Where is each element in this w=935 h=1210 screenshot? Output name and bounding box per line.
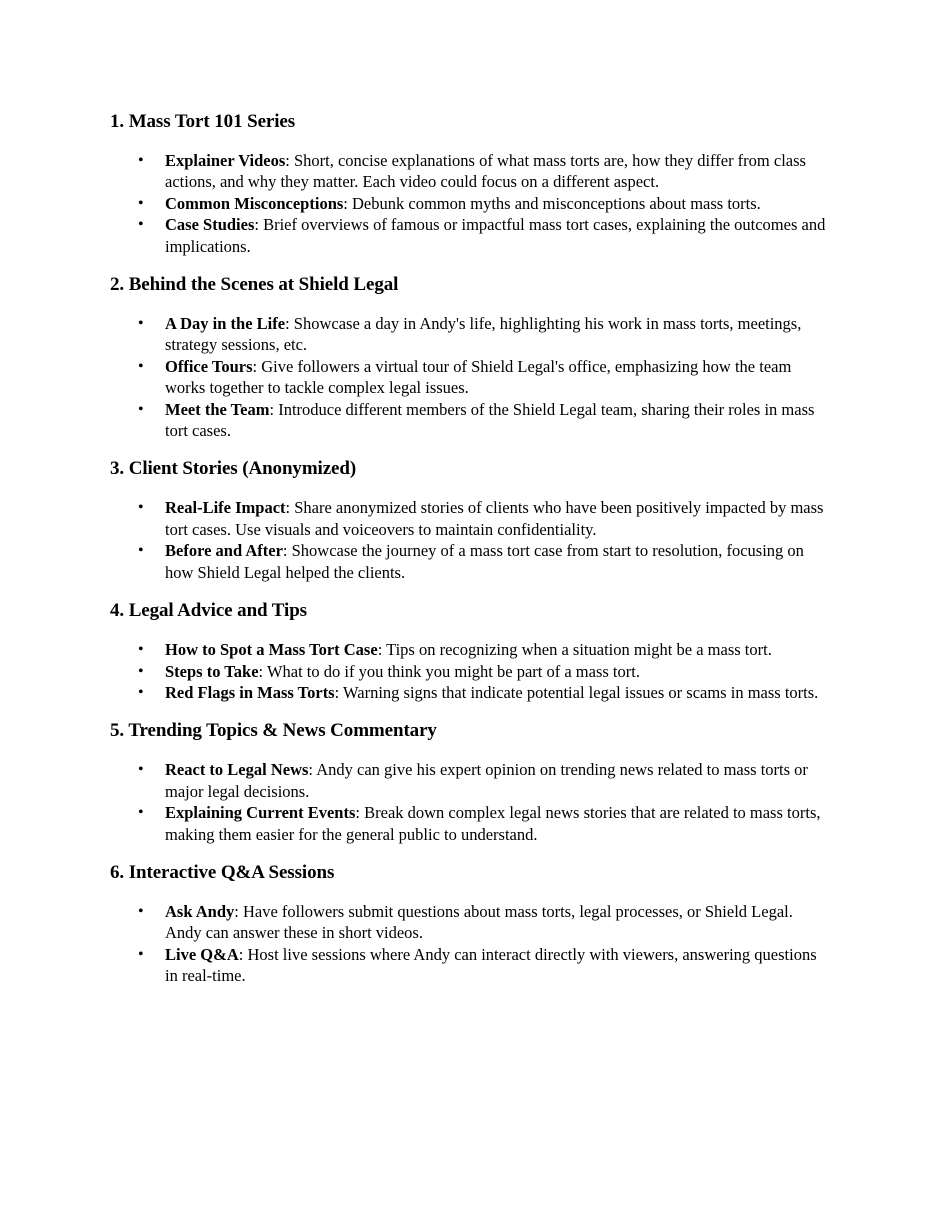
bullet-icon: • <box>138 357 144 375</box>
item-text: : Debunk common myths and misconceptions about mass torts. <box>343 193 761 213</box>
list-item <box>110 356 830 399</box>
item-term: Before and After <box>165 541 283 561</box>
item-text: : Break down complex legal news stories that are related to mass torts, making them easier for the general public to understand. <box>165 803 821 844</box>
list-item <box>110 661 830 682</box>
section-heading: 5. Trending Topics & News Commentary <box>110 720 437 742</box>
section-mass-tort-101 <box>110 108 830 257</box>
list-item <box>110 214 830 257</box>
item-term: Explaining Current Events <box>165 803 356 823</box>
bullet-icon: • <box>138 662 144 680</box>
item-text: : Brief overviews of famous or impactful mass tort cases, explaining the outcomes and implications. <box>165 215 826 256</box>
document-page <box>110 108 830 1001</box>
bullet-list <box>110 150 830 257</box>
item-text: : Share anonymized stories of clients who have been positively impacted by mass tort cases. Use visuals and voiceovers to maintain confidentiality. <box>165 498 824 539</box>
bullet-icon: • <box>138 641 144 659</box>
section-interactive-qa <box>110 859 830 987</box>
bullet-icon: • <box>138 683 144 701</box>
item-term: Real-Life Impact <box>165 498 286 518</box>
list-item <box>110 193 830 214</box>
bullet-icon: • <box>138 945 144 963</box>
list-item <box>110 944 830 987</box>
item-text: : Showcase the journey of a mass tort case from start to resolution, focusing on how Shield Legal helped the clients. <box>165 541 804 582</box>
bullet-icon: • <box>138 216 144 234</box>
bullet-list <box>110 497 830 583</box>
section-legal-advice <box>110 597 830 703</box>
item-text: : What to do if you think you might be part of a mass tort. <box>258 661 640 681</box>
item-text: : Short, concise explanations of what mass torts are, how they differ from class actions, and why they matter. Each video could focus on a different aspect. <box>165 151 806 192</box>
item-text: : Tips on recognizing when a situation might be a mass tort. <box>377 640 772 660</box>
section-behind-the-scenes <box>110 271 830 441</box>
section-heading: 1. Mass Tort 101 Series <box>110 111 296 132</box>
list-item <box>110 759 830 802</box>
item-term: A Day in the Life <box>165 314 286 334</box>
bullet-list <box>110 639 830 703</box>
list-item <box>110 399 830 442</box>
bullet-icon: • <box>138 542 144 560</box>
item-term: Live Q&A <box>165 944 239 964</box>
item-term: How to Spot a Mass Tort Case <box>165 640 378 660</box>
list-item <box>110 540 830 583</box>
item-term: React to Legal News <box>165 760 309 780</box>
item-term: Case Studies <box>165 215 255 235</box>
item-term: Ask Andy <box>165 901 235 921</box>
section-heading: 4. Legal Advice and Tips <box>110 600 307 622</box>
item-term: Office Tours <box>165 356 253 376</box>
bullet-icon: • <box>138 152 144 169</box>
item-text: : Have followers submit questions about mass torts, legal processes, or Shield Legal. Andy can answer these in short videos. <box>165 901 793 943</box>
bullet-icon: • <box>138 400 144 418</box>
item-term: Common Misconceptions <box>165 193 344 213</box>
list-item <box>110 639 830 660</box>
list-item <box>110 901 830 944</box>
bullet-icon: • <box>138 315 144 333</box>
item-text: : Introduce different members of the Shield Legal team, sharing their roles in mass tort cases. <box>165 399 815 441</box>
bullet-list <box>110 901 830 987</box>
bullet-icon: • <box>138 499 144 517</box>
bullet-icon: • <box>138 902 144 920</box>
bullet-icon: • <box>138 761 144 779</box>
list-item <box>110 802 830 845</box>
item-term: Steps to Take <box>165 661 259 681</box>
bullet-icon: • <box>138 194 144 212</box>
section-trending-topics <box>110 717 830 845</box>
bullet-list <box>110 313 830 441</box>
list-item <box>110 682 830 703</box>
section-heading: 3. Client Stories (Anonymized) <box>110 458 357 480</box>
section-heading: 2. Behind the Scenes at Shield Legal <box>110 274 399 296</box>
bullet-icon: • <box>138 804 144 822</box>
item-text: : Host live sessions where Andy can interact directly with viewers, answering questions in real-time. <box>165 944 817 986</box>
item-text: : Andy can give his expert opinion on trending news related to mass torts or major legal decisions. <box>165 760 808 801</box>
section-client-stories <box>110 455 830 583</box>
item-term: Explainer Videos <box>165 151 286 170</box>
item-text: : Give followers a virtual tour of Shield Legal's office, emphasizing how the team works together to tackle complex legal issues. <box>165 356 792 398</box>
item-term: Meet the Team <box>165 399 270 419</box>
list-item <box>110 497 830 540</box>
item-term: Red Flags in Mass Torts <box>165 682 335 702</box>
list-item <box>110 313 830 356</box>
item-text: : Warning signs that indicate potential legal issues or scams in mass torts. <box>334 682 819 702</box>
list-item <box>110 150 830 193</box>
bullet-list <box>110 759 830 845</box>
section-heading: 6. Interactive Q&A Sessions <box>110 861 335 883</box>
item-text: : Showcase a day in Andy's life, highlighting his work in mass torts, meetings, strategy sessions, etc. <box>165 314 802 355</box>
